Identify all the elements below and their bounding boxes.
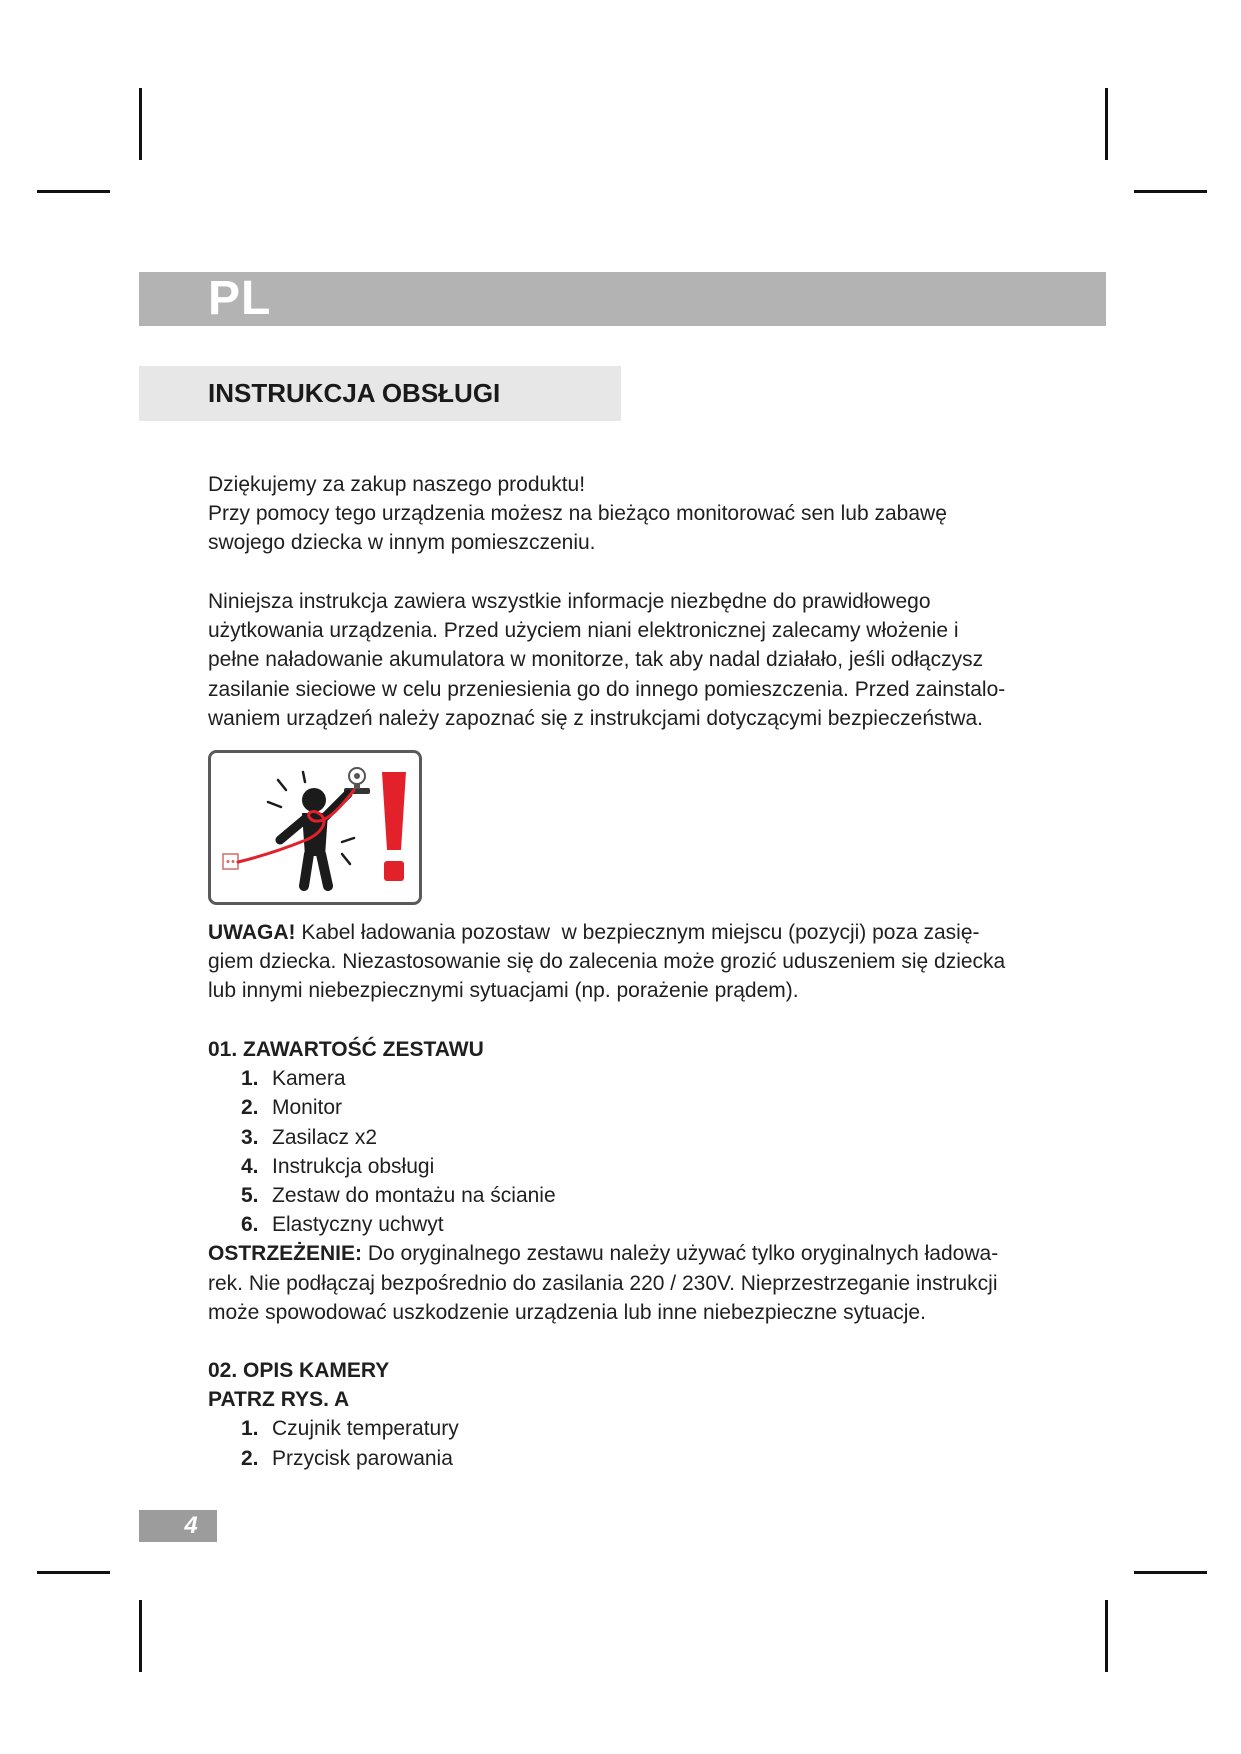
list-number: 6. [241,1213,259,1237]
paragraph-line [208,1239,998,1268]
caution-text: Do oryginalnego zestawu należy używać tylko oryginalnych ładowa- [367,1242,999,1266]
list-number: 5. [241,1183,259,1207]
list-text: Zasilacz x2 [272,1125,378,1149]
paragraph-line: lub innymi niebezpiecznymi sytuacjami (np. porażenie prądem). [208,979,799,1003]
paragraph-line [208,918,1005,947]
paragraph-line: może spowodować uszkodzenie urządzenia lub inne niebezpieczne sytuacje. [208,1300,926,1324]
intro-paragraph-2 [208,587,1005,733]
crop-mark-bottom-right-horizontal [1134,1571,1207,1574]
list-text: Elastyczny uchwyt [272,1213,444,1237]
paragraph-line: Przy pomocy tego urządzenia możesz na bieżąco monitorować sen lub zabawę [208,502,947,526]
list-item [208,1444,459,1473]
list-text: Przycisk parowania [272,1446,453,1470]
list-item [208,1123,998,1152]
list-text: Monitor [272,1096,343,1120]
paragraph-line: giem dziecka. Niezastosowanie się do zalecenia może grozić uduszeniem się dziecka [208,950,1006,974]
list-item [208,1210,998,1239]
paragraph-line: rek. Nie podłączaj bezpośrednio do zasilania 220 / 230V. Nieprzestrzeganie instrukcji [208,1271,998,1295]
paragraph-line: zasilanie sieciowe w celu przeniesienia go do innego pomieszczenia. Przed zainstalo- [208,677,1006,701]
list-item [208,1093,998,1122]
paragraph-line: Niniejsza instrukcja zawiera wszystkie informacje niezbędne do prawidłowego [208,590,931,613]
crop-mark-bottom-left-horizontal [37,1571,110,1574]
page-number: 4 [184,1512,198,1539]
warning-label: UWAGA! [208,921,296,944]
page-number-box [139,1510,217,1542]
crop-mark-bottom-left-vertical [139,1600,142,1672]
paragraph-line: użytkowania urządzenia. Przed użyciem niani elektronicznej zalecamy włożenie i [208,619,959,643]
list-text: Kamera [272,1067,346,1091]
language-code: PL [208,272,272,325]
kit-contents-section [208,1035,998,1327]
list-text: Zestaw do montażu na ścianie [272,1183,556,1207]
paragraph-line: swojego dziecka w innym pomieszczeniu. [208,531,596,555]
crop-mark-top-right-vertical [1105,88,1108,160]
warning-paragraph [208,918,1005,1006]
paragraph-line: pełne naładowanie akumulatora w monitorze, tak aby nadal działało, jeśli odłączysz [208,648,984,672]
list-number: 2. [241,1446,259,1470]
list-text: Instrukcja obsługi [272,1154,435,1178]
list-text: Czujnik temperatury [272,1417,459,1441]
section-title-box [139,366,621,421]
warning-text: Kabel ładowania pozostaw w bezpiecznym miejscu (pozycji) poza zasię- [301,921,980,944]
list-item [208,1064,998,1093]
list-item [208,1181,998,1210]
list-number: 1. [241,1067,259,1091]
crop-mark-bottom-right-vertical [1105,1600,1108,1672]
section-title: INSTRUKCJA OBSŁUGI [208,378,501,408]
list-number: 3. [241,1125,259,1149]
camera-description-section [208,1356,459,1473]
list-number: 4. [241,1154,259,1178]
paragraph-line: waniem urządzeń należy zapoznać się z instrukcjami dotyczącymi bezpieczeństwa. [208,706,984,730]
crop-mark-top-left-horizontal [37,190,110,193]
intro-paragraph-1 [208,470,947,558]
list-number: 1. [241,1417,259,1441]
language-header-bar [139,272,1106,326]
exclamation-dot-icon [384,861,404,881]
child-cable-strangulation-warning-icon [208,750,422,905]
list-item [208,1152,998,1181]
list-item [208,1414,459,1443]
crop-mark-top-left-vertical [139,88,142,160]
list-number: 2. [241,1096,259,1120]
section-heading: 02. OPIS KAMERY [208,1359,390,1382]
section-subheading: PATRZ RYS. A [208,1388,350,1412]
paragraph-line: Dziękujemy za zakup naszego produktu! [208,473,586,496]
caution-label: OSTRZEŻENIE: [208,1242,363,1266]
section-heading: 01. ZAWARTOŚĆ ZESTAWU [208,1038,484,1061]
crop-mark-top-right-horizontal [1134,190,1207,193]
